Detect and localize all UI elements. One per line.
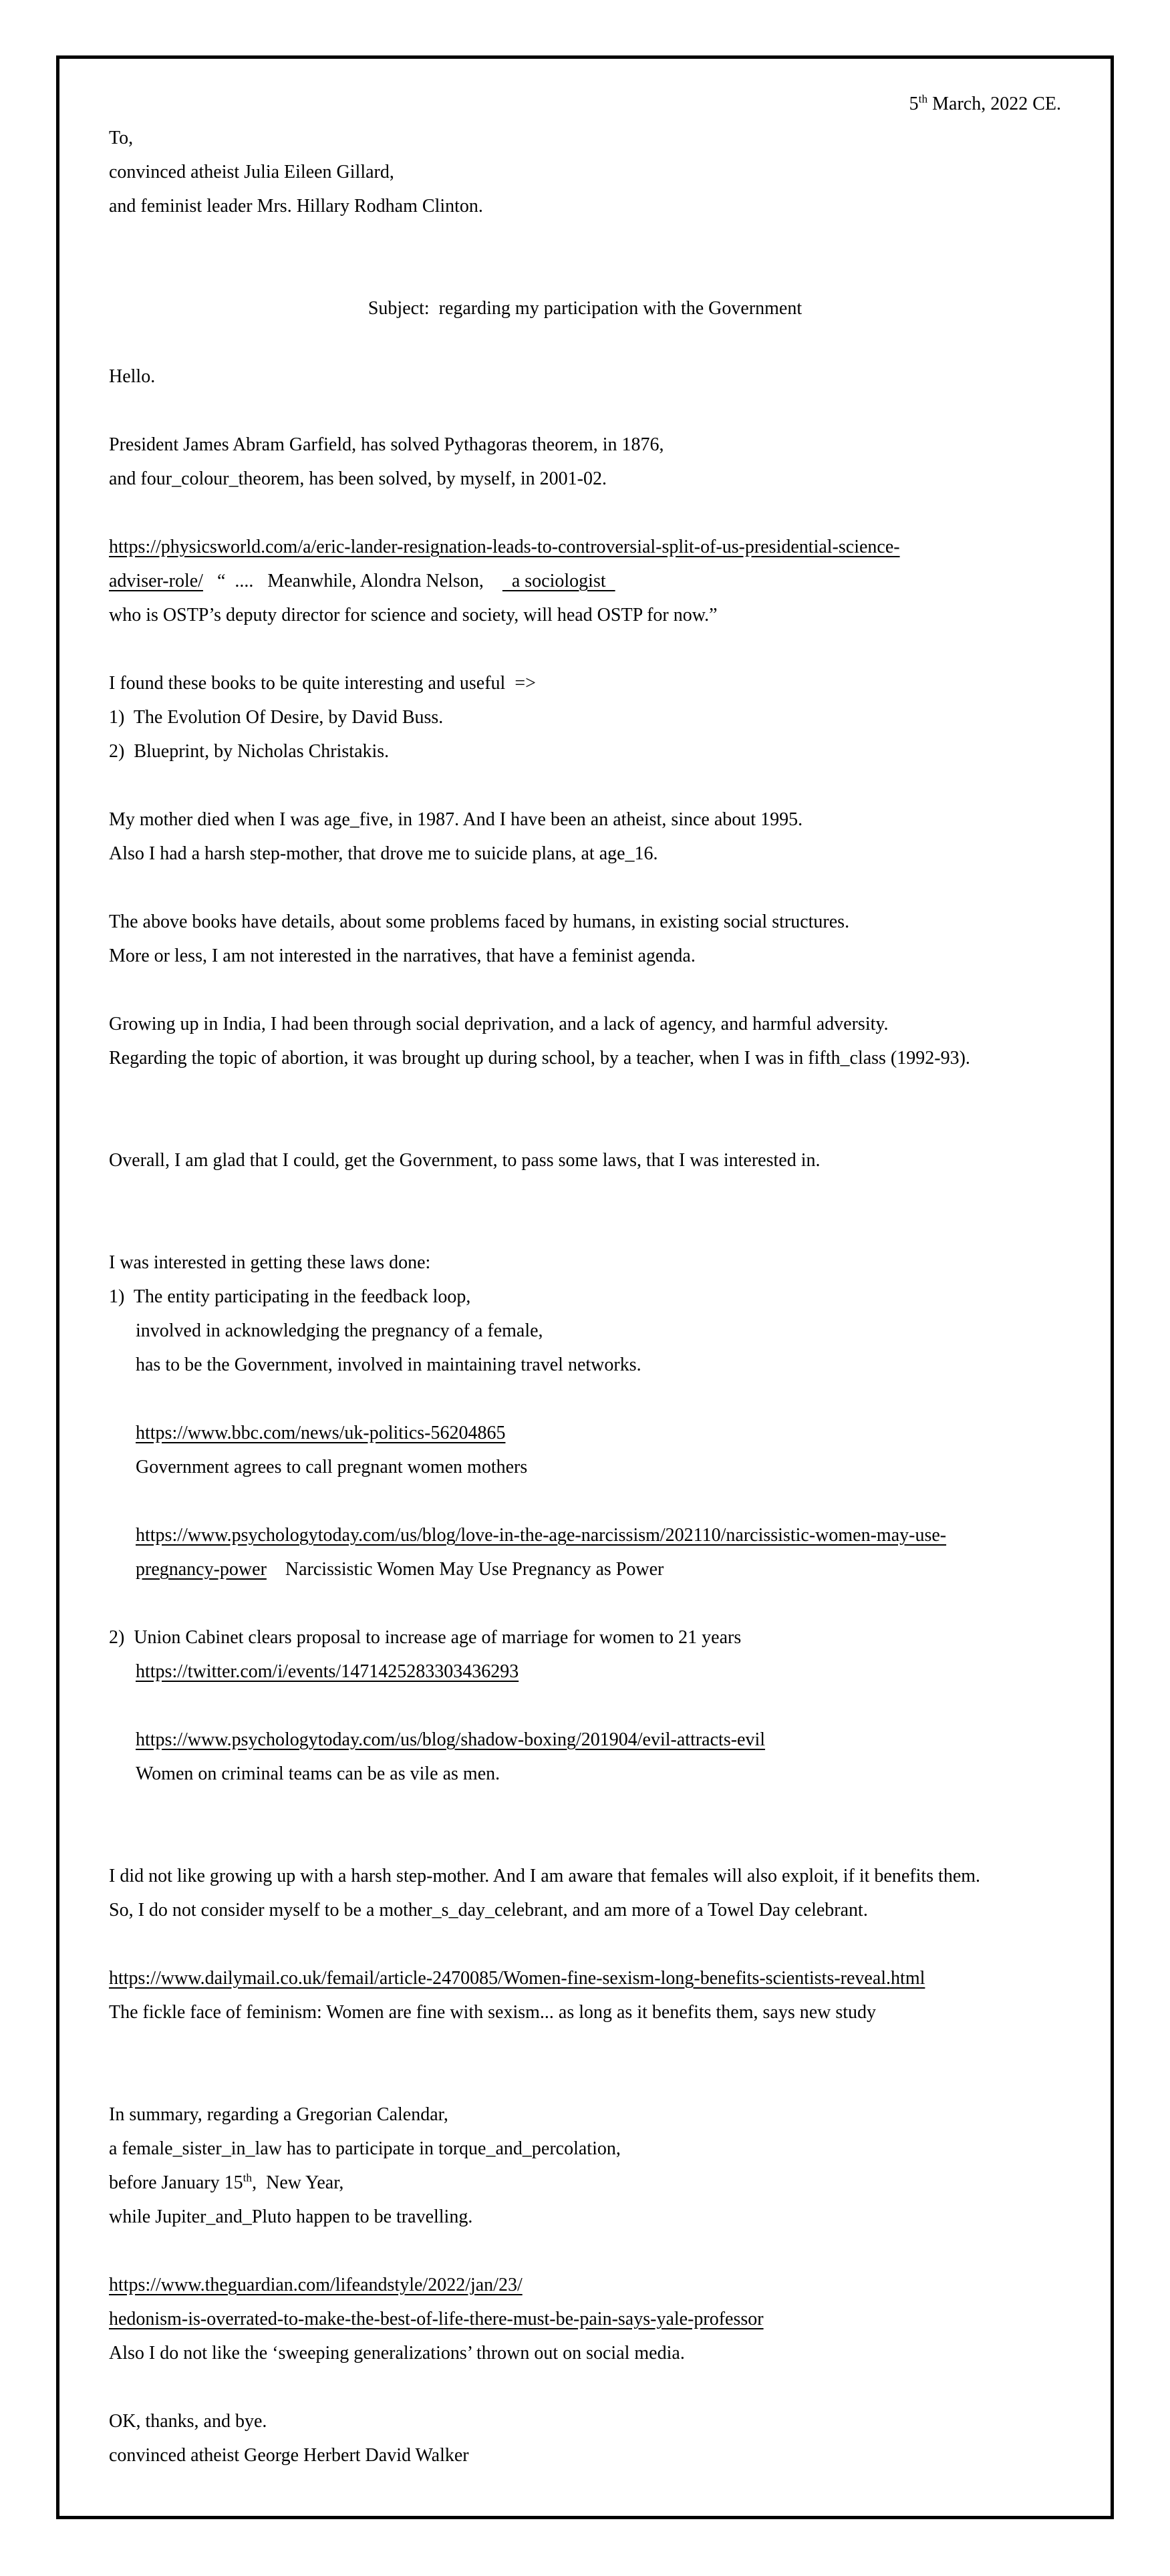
paragraph bbox=[109, 2336, 1061, 2370]
text-run: convinced atheist Julia Eileen Gillard, bbox=[109, 162, 394, 182]
paragraph bbox=[109, 2098, 1061, 2132]
underlined-text: a sociologist bbox=[502, 571, 615, 591]
document-page bbox=[56, 55, 1114, 2519]
paragraph bbox=[109, 2132, 1061, 2166]
text-run: “ .... Meanwhile, Alondra Nelson, bbox=[202, 571, 502, 591]
text-run: Also I do not like the ‘sweeping generalizations’ thrown out on social media. bbox=[109, 2343, 685, 2364]
text-run: The fickle face of feminism: Women are fine with sexism... as long as it benefits them, says new study bbox=[109, 2002, 877, 2023]
paragraph bbox=[109, 666, 1061, 700]
list-item bbox=[109, 1620, 1061, 1655]
hyperlink[interactable]: hedonism-is-overrated-to-make-the-best-of-life-there-must-be-pain-says-yale-professor bbox=[109, 2309, 764, 2329]
signature bbox=[109, 2438, 1061, 2472]
text-run: Narcissistic Women May Use Pregnancy as Power bbox=[266, 1559, 664, 1580]
text-run: So, I do not consider myself to be a mother_s_day_celebrant, and am more of a Towel Day celebrant. bbox=[109, 1900, 868, 1920]
text-run: I found these books to be quite interesting and useful => bbox=[109, 673, 536, 694]
list-item bbox=[109, 700, 1061, 734]
text-run: while Jupiter_and_Pluto happen to be travelling. bbox=[109, 2206, 473, 2227]
paragraph bbox=[109, 939, 1061, 973]
text-run: My mother died when I was age_five, in 1987. And I have been an atheist, since about 1995. bbox=[109, 809, 803, 830]
paragraph bbox=[109, 2166, 1061, 2200]
paragraph-with-link bbox=[109, 530, 1061, 632]
link-caption bbox=[109, 1995, 1061, 2029]
paragraph bbox=[109, 462, 1061, 496]
subject-line bbox=[109, 291, 1061, 325]
text-run: a female_sister_in_law has to participate in torque_and_percolation, bbox=[109, 2138, 621, 2159]
recipient-line bbox=[109, 155, 1061, 189]
recipient-line bbox=[109, 189, 1061, 223]
text-run: The above books have details, about some problems faced by humans, in existing social structures. bbox=[109, 911, 850, 932]
text-run: Hello. bbox=[109, 366, 156, 387]
text-run: I was interested in getting these laws done: bbox=[109, 1252, 431, 1273]
text-run: Regarding the topic of abortion, it was brought up during school, by a teacher, when I was in fifth_class (1992-93). bbox=[109, 1048, 970, 1068]
link-line bbox=[109, 1655, 1061, 1689]
list-item bbox=[109, 1280, 1061, 1314]
paragraph bbox=[109, 1007, 1061, 1041]
hyperlink[interactable]: https://physicsworld.com/a/eric-lander-resignation-leads-to-controversial-split-of-us-presidential-science- bbox=[109, 537, 900, 557]
paragraph bbox=[109, 2200, 1061, 2234]
text-run: Women on criminal teams can be as vile as men. bbox=[136, 1763, 500, 1784]
hyperlink[interactable]: https://www.dailymail.co.uk/femail/article-2470085/Women-fine-sexism-long-benefits-scientists-reveal.html bbox=[109, 1968, 925, 1989]
paragraph bbox=[109, 1143, 1061, 1177]
recipient-line bbox=[109, 121, 1061, 155]
text-run: convinced atheist George Herbert David Walker bbox=[109, 2445, 469, 2466]
text-run: President James Abram Garfield, has solved Pythagoras theorem, in 1876, bbox=[109, 434, 664, 455]
paragraph bbox=[109, 1859, 1061, 1893]
greeting bbox=[109, 360, 1061, 394]
hyperlink[interactable]: https://www.bbc.com/news/uk-politics-56204865 bbox=[136, 1423, 506, 1443]
date-line bbox=[109, 87, 1061, 121]
list-item bbox=[109, 734, 1061, 768]
text-run: Overall, I am glad that I could, get the Government, to pass some laws, that I was interested in. bbox=[109, 1150, 821, 1171]
text-run: March, 2022 CE. bbox=[927, 94, 1061, 114]
paragraph bbox=[109, 837, 1061, 871]
text-run: has to be the Government, involved in maintaining travel networks. bbox=[136, 1354, 641, 1375]
paragraph-with-link bbox=[109, 2268, 1061, 2336]
paragraph bbox=[109, 428, 1061, 462]
hyperlink[interactable]: https://www.psychologytoday.com/us/blog/love-in-the-age-narcissism/202110/narcissistic-women-may-use- bbox=[136, 1525, 947, 1546]
text-run: Also I had a harsh step-mother, that drove me to suicide plans, at age_16. bbox=[109, 843, 658, 864]
hyperlink[interactable]: https://twitter.com/i/events/1471425283303436293 bbox=[136, 1661, 519, 1682]
superscript-text: th bbox=[243, 2171, 253, 2184]
text-run: More or less, I am not interested in the narratives, that have a feminist agenda. bbox=[109, 946, 696, 966]
paragraph-with-link bbox=[109, 1518, 1061, 1586]
paragraph bbox=[109, 905, 1061, 939]
text-run: and four_colour_theorem, has been solved, by myself, in 2001-02. bbox=[109, 468, 607, 489]
text-run: In summary, regarding a Gregorian Calendar, bbox=[109, 2104, 448, 2125]
list-item-continuation bbox=[109, 1348, 1061, 1382]
paragraph bbox=[109, 1893, 1061, 1927]
text-run: 5 bbox=[909, 94, 919, 114]
text-run: 2) Blueprint, by Nicholas Christakis. bbox=[109, 741, 390, 762]
text-run: 2) Union Cabinet clears proposal to increase age of marriage for women to 21 years bbox=[109, 1627, 742, 1648]
link-line bbox=[109, 1961, 1061, 1995]
text-run: involved in acknowledging the pregnancy of a female, bbox=[136, 1320, 543, 1341]
text-run: OK, thanks, and bye. bbox=[109, 2411, 267, 2432]
text-run: and feminist leader Mrs. Hillary Rodham Clinton. bbox=[109, 196, 483, 217]
text-run: who is OSTP’s deputy director for science and society, will head OSTP for now.” bbox=[109, 605, 718, 625]
superscript-text: th bbox=[918, 92, 928, 106]
text-run: 1) The entity participating in the feedback loop, bbox=[109, 1286, 471, 1307]
hyperlink[interactable]: pregnancy-power bbox=[136, 1559, 267, 1580]
paragraph bbox=[109, 1041, 1061, 1075]
list-item-continuation bbox=[109, 1314, 1061, 1348]
closing bbox=[109, 2404, 1061, 2438]
text-run: Growing up in India, I had been through social deprivation, and a lack of agency, and harmful adversity. bbox=[109, 1014, 889, 1034]
hyperlink[interactable]: adviser-role/ bbox=[109, 571, 203, 591]
text-run: Government agrees to call pregnant women mothers bbox=[136, 1457, 528, 1477]
text-run: To, bbox=[109, 128, 134, 148]
link-line bbox=[109, 1416, 1061, 1450]
text-run: 1) The Evolution Of Desire, by David Buss. bbox=[109, 707, 444, 728]
hyperlink[interactable]: https://www.theguardian.com/lifeandstyle/2022/jan/23/ bbox=[109, 2275, 523, 2295]
paragraph bbox=[109, 1246, 1061, 1280]
text-run: , New Year, bbox=[252, 2172, 344, 2193]
text-run: I did not like growing up with a harsh step-mother. And I am aware that females will also exploit, if it benefits them. bbox=[109, 1866, 981, 1886]
paragraph bbox=[109, 803, 1061, 837]
link-line bbox=[109, 1723, 1061, 1757]
hyperlink[interactable]: https://www.psychologytoday.com/us/blog/shadow-boxing/201904/evil-attracts-evil bbox=[136, 1729, 766, 1750]
text-run: Subject: regarding my participation with the Government bbox=[368, 298, 802, 319]
link-caption bbox=[109, 1450, 1061, 1484]
text-run: before January 15 bbox=[109, 2172, 243, 2193]
link-caption bbox=[109, 1757, 1061, 1791]
